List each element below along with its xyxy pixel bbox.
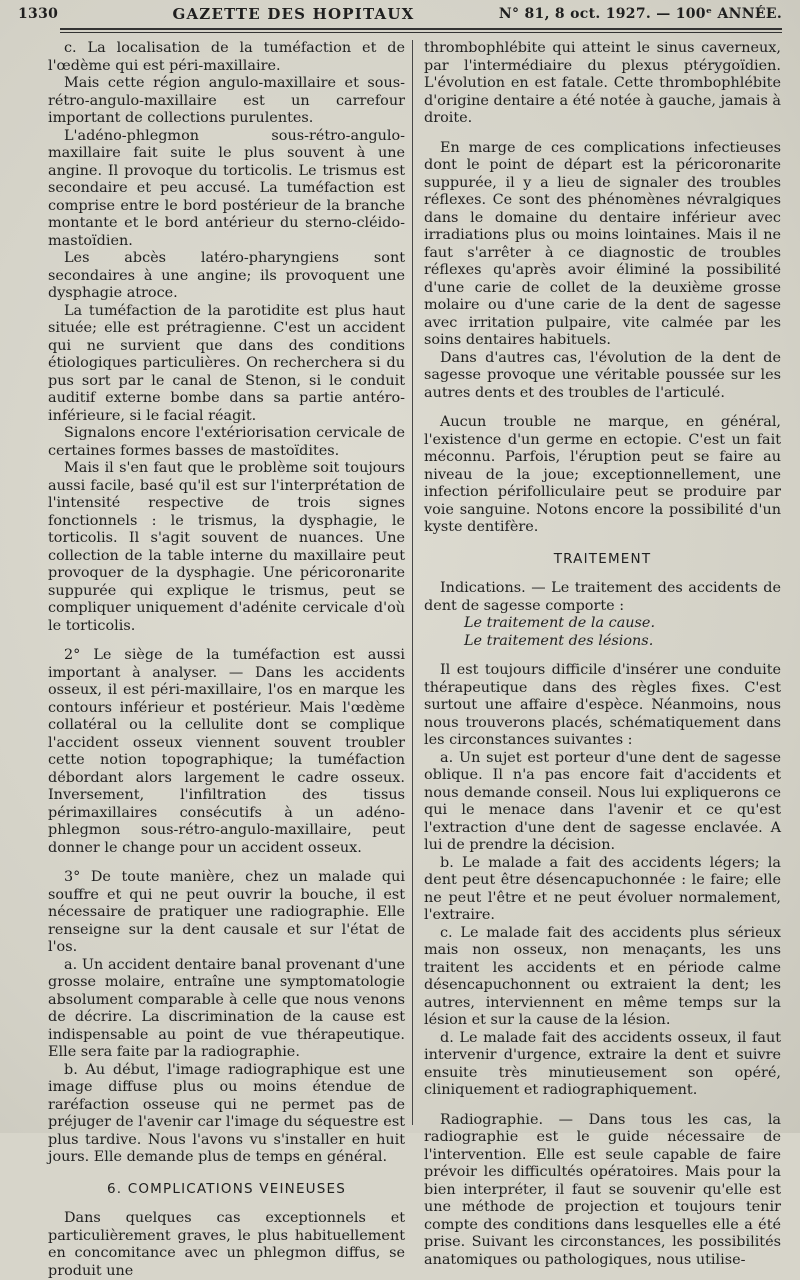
section-heading-complications: 6. COMPLICATIONS VEINEUSES — [106, 1180, 347, 1197]
paragraph: La tuméfaction de la parotidite est plus haut située; elle est prétragienne. C'est un accident qui ne survient que dans des conditions étiologiques particulières. On recherchera si du pus sort par le canal de Stenon, si le conduit auditif externe bombe dans sa partie antéro-inférieure, si le facial réagit. — [48, 302, 405, 424]
paragraph: Dans quelques cas exceptionnels et particulièrement graves, le plus habituellement en concomitance avec un phlegmon diffus, se produit une — [48, 1210, 405, 1279]
paragraph: Dans d'autres cas, l'évolution de la dent de sagesse provoque une véritable poussée sur les autres dents et des troubles de l'articulé. — [424, 349, 781, 401]
paragraph: c. Le malade fait des accidents plus sérieux mais non osseux, non menaçants, les uns traitent les accidents et en période calme désencapuchonnent ou extraient la dent; les autres, interviennent en même temps sur la lésion et sur la cause de la lésion. — [424, 924, 781, 1028]
header-rule-thin — [60, 32, 782, 33]
paragraph: 2° Le siège de la tuméfaction est aussi important à analyser. — Dans les accidents osseux, il est péri-maxillaire, l'os en marque les contours inférieur et postérieur. Mais l'œdème collatéral ou la cellulite dont se complique l'accident osseux viennent souvent troubler cette notion topographique; la tuméfaction débordant alors largement le cadre osseux. Inversement, l'infiltration des tissus périmaxillaires consécutifs à un adéno-phlegmon sous-rétro-angulo-maxillaire, peut donner le change pour un accident osseux. — [48, 647, 405, 856]
paragraph: Signalons encore l'extériorisation cervicale de certaines formes basses de mastoïdites. — [48, 425, 405, 459]
section-heading-traitement: TRAITEMENT — [553, 550, 652, 567]
right-column — [424, 40, 781, 1269]
paragraph: a. Un accident dentaire banal provenant d'une grosse molaire, entraîne une symptomatologie absolument comparable à celle que nous venons de décrire. La discrimination de la cause est indispensable au point de vue thérapeutique. Elle sera faite par la radiographie. — [48, 956, 405, 1060]
paragraph: a. Un sujet est porteur d'une dent de sagesse oblique. Il n'a pas encore fait d'accidents et nous demande conseil. Nous lui expliquerons ce qui le menace dans l'avenir et ce qu'est l'extraction d'une dent de sagesse enclavée. A lui de prendre la décision. — [424, 749, 781, 853]
paragraph: Les abcès latéro-pharyngiens sont secondaires à une angine; ils provoquent une dysphagie atroce. — [48, 250, 405, 301]
paragraph: Radiographie. — Dans tous les cas, la radiographie est le guide nécessaire de l'intervention. Elle est seule capable de faire prévoir les difficultés opératoires. Mais pour la bien interpréter, il faut se souvenir qu'elle est une méthode de projection et toujours tenir compte des conditions dans lesquelles elle a été prise. Suivant les circonstances, les possibilités anatomiques ou pathologiques, nous utilise- — [424, 1111, 781, 1268]
journal-title: GAZETTE DES HOPITAUX — [172, 5, 415, 23]
column-divider — [412, 40, 413, 1125]
paragraph: c. La localisation de la tuméfaction et de l'œdème qui est péri-maxillaire. — [48, 40, 405, 74]
paragraph: Mais cette région angulo-maxillaire et sous-rétro-angulo-maxillaire est un carrefour important de collections purulentes. — [48, 75, 405, 126]
paragraph: Aucun trouble ne marque, en général, l'existence d'un germe en ectopie. C'est un fait méconnu. Parfois, l'éruption peut se faire au niveau de la joue; exceptionnellement, une infection périfolliculaire peut se produire par voie sanguine. Notons encore la possibilité d'un kyste dentifère. — [424, 414, 781, 535]
paragraph: Indications. — Le traitement des accidents de dent de sagesse comporte : — [424, 580, 781, 614]
paragraph: thrombophlébite qui atteint le sinus caverneux, par l'intermédiaire du plexus ptérygoïdien. L'évolution en est fatale. Cette thrombophlébite d'origine dentaire a été notée à gauche, jamais à droite. — [424, 40, 781, 126]
paragraph: 3° De toute manière, chez un malade qui souffre et qui ne peut ouvrir la bouche, il est nécessaire de pratiquer une radiographie. Elle renseigne sur la dent causale et sur l'état de l'os. — [48, 869, 405, 955]
paragraph: d. Le malade fait des accidents osseux, il faut intervenir d'urgence, extraire la dent et suivre ensuite très minutieusement son opéré, cliniquement et radiographiquement. — [424, 1029, 781, 1098]
paragraph: L'adéno-phlegmon sous-rétro-angulo-maxillaire fait suite le plus souvent à une angine. Il provoque du torticolis. Le trismus est secondaire et peu accusé. La tuméfaction est comprise entre le bord postérieur de la branche montante et le bord antérieur du sterno-cléido-mastoïdien. — [48, 127, 405, 249]
page-number: 1330 — [18, 6, 59, 22]
paragraph: En marge de ces complications infectieuses dont le point de départ est la péricoronarite suppurée, il y a lieu de signaler des troubles réflexes. Ce sont des phénomènes névralgiques dans le domaine du dentaire inférieur avec irradiations plus ou moins lointaines. Mais il ne faut s'arrêter à ce diagnostic de troubles réflexes qu'après avoir éliminé la possibilité d'une carie de collet de la deuxième grosse molaire ou d'une carie de la dent de sagesse avec irritation pulpaire, vite calmée par les soins dentaires habituels. — [424, 139, 781, 348]
left-column — [48, 40, 405, 1280]
list-item: Le traitement de la cause. — [464, 615, 656, 631]
list-item: Le traitement des lésions. — [464, 632, 654, 649]
paragraph: b. Le malade a fait des accidents légers; la dent peut être désencapuchonnée : le faire; elle ne peut l'être et ne peut évoluer normalement, l'extraire. — [424, 854, 781, 923]
running-header — [18, 0, 782, 28]
paragraph: b. Au début, l'image radiographique est une image diffuse plus ou moins étendue de raréfaction osseuse qui ne permet pas de préjuger de l'avenir car l'image du séquestre est plus tardive. Nous l'avons vu s'installer en huit jours. Elle demande plus de temps en général. — [48, 1061, 405, 1165]
header-rule — [60, 28, 782, 30]
paragraph: Mais il s'en faut que le problème soit toujours aussi facile, basé qu'il est sur l'interprétation de l'intensité respective de trois signes fonctionnels : le trismus, la dysphagie, le torticolis. Il s'agit souvent de nuances. Une collection de la table interne du maxillaire peut provoquer de la dysphagie. Une péricoronarite suppurée qui explique le trismus, peut se compliquer uniquement d'adénite cervicale d'où le torticolis. — [48, 460, 405, 634]
issue-info: N° 81, 8 oct. 1927. — 100ᵉ ANNÉE. — [498, 6, 782, 22]
paragraph: Il est toujours difficile d'insérer une conduite thérapeutique dans des règles fixes. C'est surtout une affaire d'espèce. Néanmoins, nous nous trouverons placés, schématiquement dans les circonstances suivantes : — [424, 662, 781, 748]
